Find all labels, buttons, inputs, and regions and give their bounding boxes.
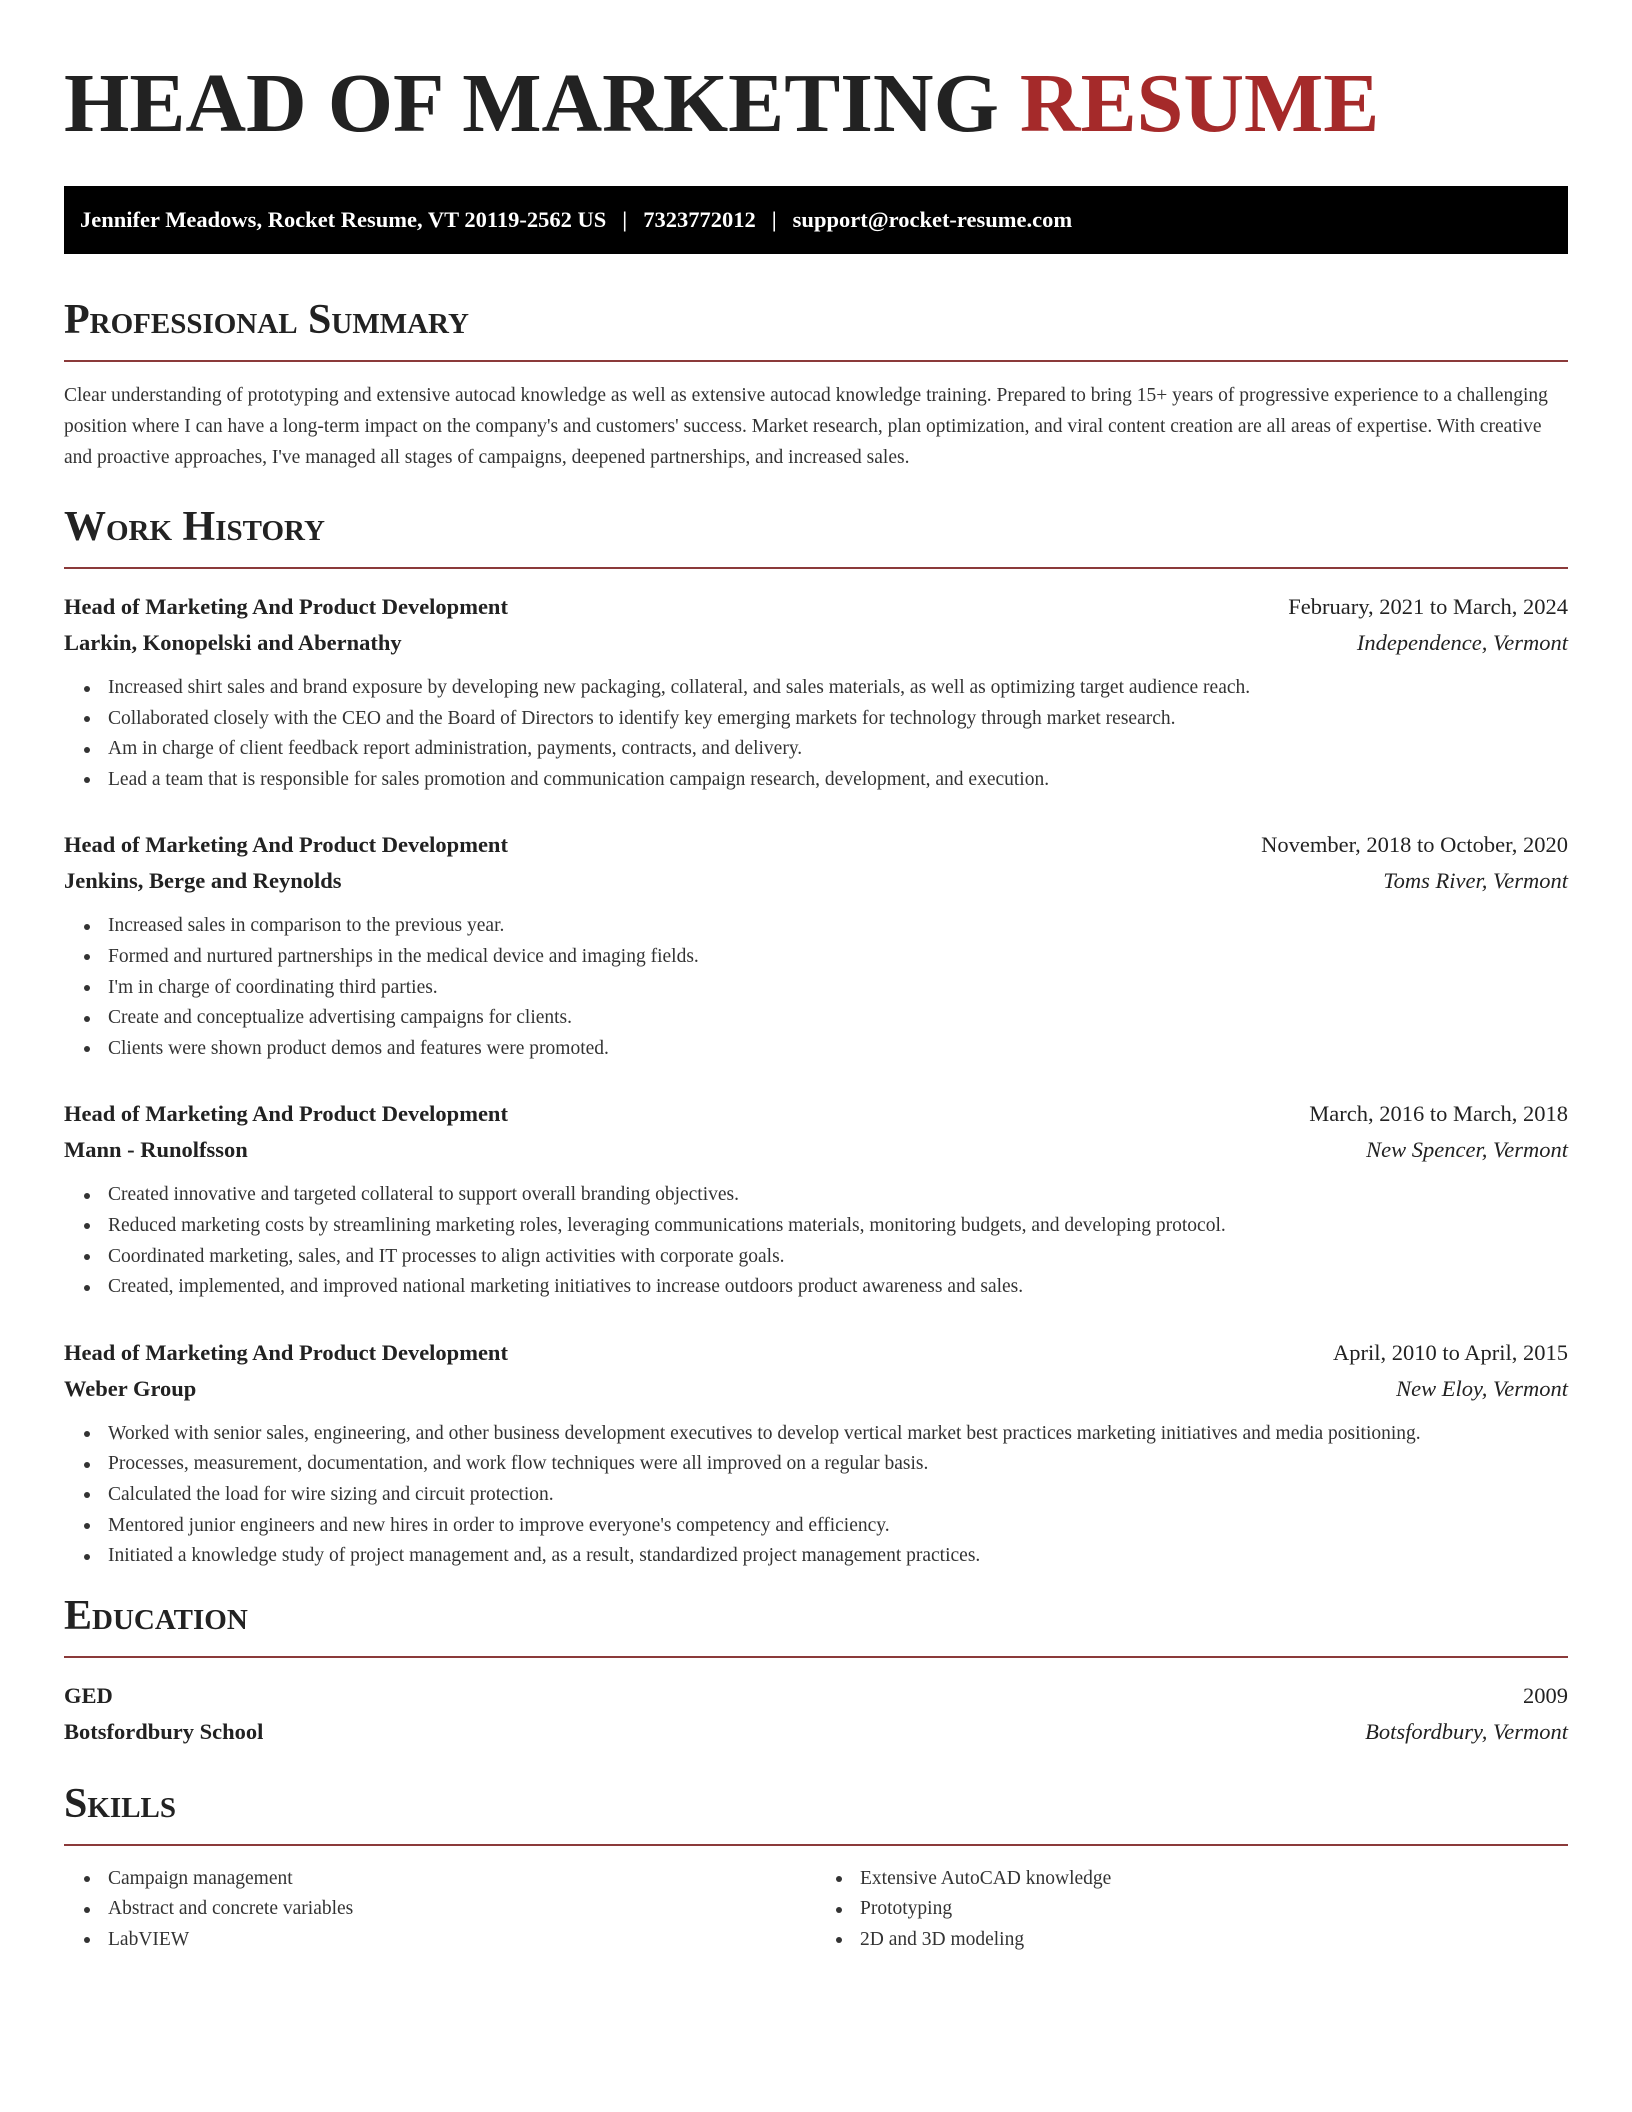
job-bullet: Am in charge of client feedback report administration, payments, contracts, and delivery. [108, 734, 1568, 765]
education-location: Botsfordbury, Vermont [1365, 1718, 1568, 1744]
job-bullet: Created innovative and targeted collateral to support overall branding objectives. [108, 1180, 1568, 1211]
contact-address: Jennifer Meadows, Rocket Resume, VT 20119-2562 US [80, 207, 607, 232]
job-location: New Eloy, Vermont [1396, 1375, 1568, 1401]
job-title: Head of Marketing And Product Development [64, 832, 508, 858]
job-bullet: Increased shirt sales and brand exposure by developing new packaging, collateral, and sales materials, as well as optimizing target audience reach. [108, 673, 1568, 704]
job-bullet: Create and conceptualize advertising campaigns for clients. [108, 1003, 1568, 1034]
work-history-section [64, 501, 1568, 1572]
skills-heading: Skills [64, 1780, 177, 1827]
job-bullet: Increased sales in comparison to the previous year. [108, 911, 1568, 942]
job-company: Jenkins, Berge and Reynolds [64, 868, 342, 894]
skill-item: Prototyping [860, 1894, 1568, 1925]
contact-bar [64, 186, 1568, 254]
job-bullet: Initiated a knowledge study of project management and, as a result, standardized project management practices. [108, 1541, 1568, 1572]
job-company: Mann - Runolfsson [64, 1137, 248, 1163]
skills-columns [64, 1852, 1568, 1956]
summary-text: Clear understanding of prototyping and extensive autocad knowledge as well as extensive autocad knowledge training. Prepared to bring 15+ years of progressive experience to a challenging position where I can have a long-term impact on the company's and customers' success. Market research, plan optimization, and viral content creation are all areas of expertise. With creative and proactive approaches, I've managed all stages of campaigns, deepened partnerships, and increased sales. [64, 385, 1548, 468]
job-company-row [64, 863, 1568, 899]
job-header-row [64, 589, 1568, 625]
job-header-row [64, 1096, 1568, 1132]
job-bullet: Created, implemented, and improved national marketing initiatives to increase outdoors product awareness and sales. [108, 1272, 1568, 1303]
job-bullet: Lead a team that is responsible for sales promotion and communication campaign research, development, and execution. [108, 765, 1568, 796]
education-degree-row [64, 1678, 1568, 1714]
summary-section [64, 294, 1568, 473]
education-entry [64, 1678, 1568, 1750]
skill-item: Extensive AutoCAD knowledge [860, 1864, 1568, 1895]
job-company-row [64, 1132, 1568, 1168]
job-bullet-list [64, 673, 1568, 795]
skills-list-left [64, 1864, 816, 1956]
job-header-row [64, 827, 1568, 863]
section-divider [64, 567, 1568, 569]
contact-phone[interactable]: 7323772012 [643, 207, 756, 232]
skills-list-right [816, 1864, 1568, 1956]
resume-title [64, 56, 1568, 152]
education-school: Botsfordbury School [64, 1718, 264, 1744]
job-entry [64, 1096, 1568, 1302]
job-bullet: Reduced marketing costs by streamlining marketing roles, leveraging communications materials, monitoring budgets, and developing protocol. [108, 1211, 1568, 1242]
job-company: Larkin, Konopelski and Abernathy [64, 630, 402, 655]
contact-separator: | [771, 207, 777, 232]
job-bullet: Processes, measurement, documentation, and work flow techniques were all improved on a regular basis. [108, 1449, 1568, 1480]
job-bullet: Calculated the load for wire sizing and circuit protection. [108, 1480, 1568, 1511]
job-company-row [64, 625, 1568, 661]
job-bullet: Collaborated closely with the CEO and the Board of Directors to identify key emerging markets for technology through market research. [108, 704, 1568, 735]
job-bullet: Mentored junior engineers and new hires in order to improve everyone's competency and efficiency. [108, 1511, 1568, 1542]
section-divider [64, 1844, 1568, 1846]
job-header-row [64, 1335, 1568, 1371]
skill-item: Abstract and concrete variables [108, 1894, 816, 1925]
job-company: Weber Group [64, 1375, 197, 1401]
skills-section [64, 1778, 1568, 1956]
education-school-row [64, 1714, 1568, 1750]
job-entry [64, 1335, 1568, 1572]
job-bullet-list [64, 1180, 1568, 1302]
education-heading: Education [64, 1592, 248, 1639]
job-dates: March, 2016 to March, 2018 [1309, 1101, 1568, 1127]
contact-separator: | [622, 207, 628, 232]
job-location: Independence, Vermont [1356, 630, 1568, 655]
job-bullet: Clients were shown product demos and features were promoted. [108, 1034, 1568, 1065]
skill-item: 2D and 3D modeling [860, 1925, 1568, 1956]
job-bullet: Worked with senior sales, engineering, and other business development executives to develop vertical market best practices marketing initiatives and media positioning. [108, 1419, 1568, 1450]
summary-heading: Professional Summary [64, 297, 469, 343]
title-accent: RESUME [1019, 57, 1380, 150]
job-dates: April, 2010 to April, 2015 [1333, 1339, 1568, 1365]
education-section [64, 1590, 1568, 1750]
job-entry [64, 589, 1568, 795]
section-divider [64, 1656, 1568, 1658]
job-bullet: Formed and nurtured partnerships in the medical device and imaging fields. [108, 942, 1568, 973]
job-bullet-list [64, 1419, 1568, 1572]
contact-email[interactable]: support@rocket-resume.com [792, 207, 1073, 232]
skill-item: Campaign management [108, 1864, 816, 1895]
job-bullet: Coordinated marketing, sales, and IT processes to align activities with corporate goals. [108, 1242, 1568, 1273]
job-dates: February, 2021 to March, 2024 [1288, 594, 1568, 619]
education-degree: GED [64, 1682, 113, 1708]
job-bullet-list [64, 911, 1568, 1064]
job-location: New Spencer, Vermont [1366, 1137, 1568, 1163]
education-year: 2009 [1523, 1682, 1568, 1708]
title-main: HEAD OF MARKETING [64, 57, 999, 150]
job-title: Head of Marketing And Product Development [64, 1101, 508, 1127]
work-history-heading: Work History [64, 504, 325, 550]
job-title: Head of Marketing And Product Development [64, 1339, 508, 1365]
job-dates: November, 2018 to October, 2020 [1261, 832, 1568, 858]
job-bullet: I'm in charge of coordinating third parties. [108, 973, 1568, 1004]
job-title: Head of Marketing And Product Development [64, 594, 508, 619]
section-divider [64, 360, 1568, 362]
job-location: Toms River, Vermont [1383, 868, 1568, 894]
job-entry [64, 827, 1568, 1064]
skill-item: LabVIEW [108, 1925, 816, 1956]
job-company-row [64, 1371, 1568, 1407]
